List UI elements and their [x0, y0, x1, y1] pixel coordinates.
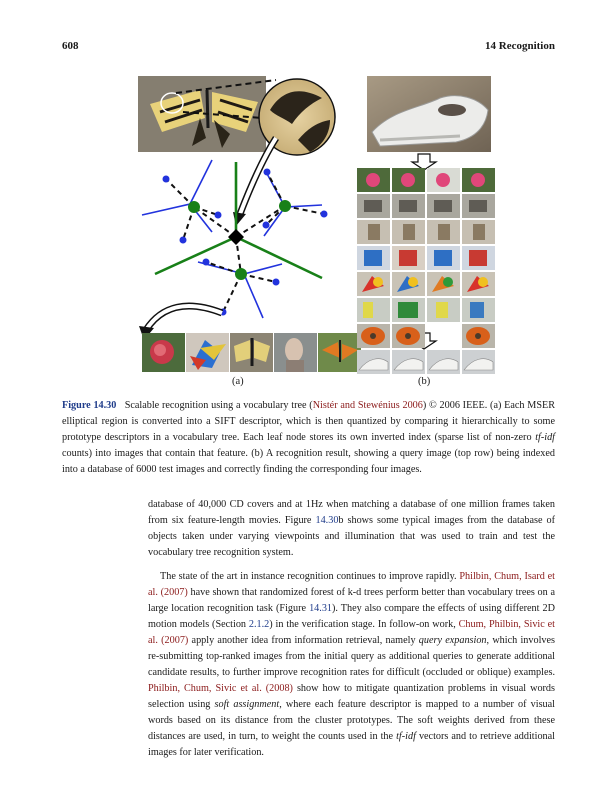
paragraph-text: The state of the art in instance recognition continues to improve rapidly.: [160, 571, 460, 582]
paragraph-1: [148, 497, 555, 561]
paragraph-text: , which involves re-submitting top-ranked images from the initial query as additional queries to generate additional candidate results, to further improve recognition rates for difficult (occluded or oblique) examples.: [148, 635, 555, 678]
figure-caption: [62, 398, 555, 478]
down-arrow: [412, 154, 436, 170]
paragraph-text: vectors and to retrieve additional images for later verification.: [148, 731, 555, 758]
figure-reference-link[interactable]: 14.31: [309, 603, 332, 614]
butterfly-photo: [138, 76, 266, 152]
subfigure-label-a: (a): [232, 376, 244, 387]
caption-text: Scalable recognition using a vocabulary tree (: [124, 400, 313, 411]
paragraph-2: [148, 569, 555, 761]
page-number: 608: [62, 40, 79, 52]
paragraph-text: show how to mitigate quantization problems in visual words selection using: [148, 683, 555, 710]
emphasis: soft assignment: [214, 699, 280, 710]
chapter-title: 14 Recognition: [485, 40, 555, 52]
paragraph-text: ). They also compare the effects of using different 2D motion models (Section: [148, 603, 555, 630]
subfigure-label-b: (b): [418, 376, 431, 387]
body-text: [148, 497, 555, 761]
paragraph-text: database of 40,000 CD covers and at 1Hz when matching a database of one million frames taken from six feature-length movies. Figure: [148, 499, 555, 526]
section-reference-link[interactable]: 2.1.2: [248, 619, 270, 630]
query-shoe-image: [367, 76, 491, 152]
citation-link[interactable]: Chum, Philbin, Sivic et al. (2007): [148, 619, 556, 646]
figure-reference-link[interactable]: 14.30: [315, 515, 339, 526]
paragraph-text: apply another idea from information retrieval, namely: [188, 635, 419, 646]
paragraph-text: ) in the verification stage. In follow-on work,: [269, 619, 459, 630]
emphasis: tf-idf: [396, 731, 416, 742]
paragraph-text: , where each feature descriptor is mapped to a number of visual words based on its distance from the cluster prototypes. The soft weights derived from these distances are used, in turn, to weight the counts used in the: [148, 699, 555, 742]
vocabulary-tree: [142, 160, 328, 318]
caption-emphasis: tf-idf: [535, 432, 555, 443]
caption-text: counts) into images that contain that feature. (b) A recognition result, showing a query image (top row) being indexed into a database of 6000 test images and correctly finding the corresponding four images.: [62, 448, 555, 475]
citation-link[interactable]: Philbin, Chum, Isard et al. (2007): [148, 571, 556, 598]
paragraph-text: b shows some typical images from the database of objects taken under varying viewpoints and illumination that was used to train and test the vocabulary tree recognition system.: [148, 515, 555, 558]
paragraph-text: have shown that randomized forest of k-d trees perform better than vocabulary trees on a large location recognition task (Figure: [148, 587, 555, 614]
inverted-index-images: [142, 333, 361, 372]
citation-link[interactable]: Philbin, Chum, Sivic et al. (2008): [148, 683, 293, 694]
emphasis: query expansion: [418, 635, 487, 646]
caption-text: ) © 2006 IEEE. (a) Each MSER elliptical region is converted into a SIFT descriptor, which is then quantized by comparing it hierarchically to some prototype descriptors in a vocabulary tree. Each leaf node stores its own inverted index (sparse list of non-zero: [62, 400, 555, 443]
citation-link[interactable]: Nistér and Stewénius 2006: [312, 400, 423, 411]
figure-number: Figure 14.30: [62, 400, 117, 411]
